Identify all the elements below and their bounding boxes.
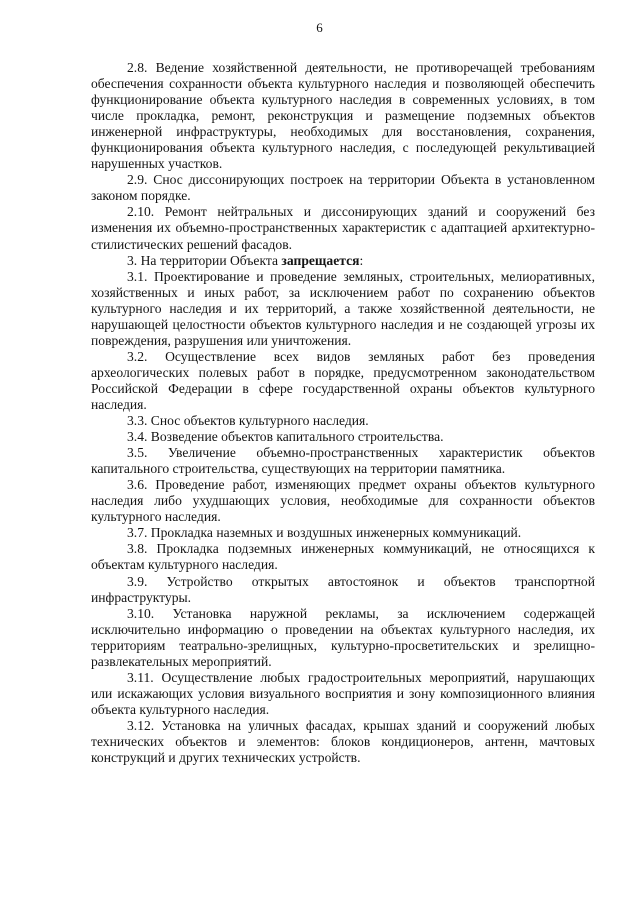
section-3-heading-emphasis: запрещается xyxy=(281,252,360,268)
paragraph-3-4: 3.4. Возведение объектов капитального строительства. xyxy=(127,429,444,445)
paragraph-3-8: 3.8. Прокладка подземных инженерных коммуникаций, не относящихся к объектам культурного наследия. xyxy=(91,541,595,573)
paragraph-3-2: 3.2. Осуществление всех видов земляных работ без проведения археологических полевых работ в порядке, предусмотренном законодательством Российской Федерации в сфере государственной охраны объектов культурного наследия. xyxy=(91,348,595,412)
paragraph-3-12: 3.12. Установка на уличных фасадах, крышах зданий и сооружений любых технических объектов и элементов: блоков кондиционеров, антенн, мачтовых конструкций и других технических устройств. xyxy=(91,717,595,766)
paragraph-3-9: 3.9. Устройство открытых автостоянок и объектов транспортной инфраструктуры. xyxy=(91,573,595,605)
section-3-heading xyxy=(91,253,595,269)
paragraph-2-8: 2.8. Ведение хозяйственной деятельности, не противоречащей требованиям обеспечения сохранности объекта культурного наследия и позволяющей обеспечить функционирование объекта культурного наследия в современных условиях, в том числе прокладка, ремонт, реконструкция и размещение подземных объектов инженерной инфраструктуры, необходимых для восстановления, сохранения, функционирования объекта культурного наследия, с последующей рекультивацией нарушенных участков. xyxy=(91,60,595,172)
page-number: 6 xyxy=(316,20,323,35)
section-3-heading-suffix: : xyxy=(359,252,364,268)
paragraph-3-3: 3.3. Снос объектов культурного наследия. xyxy=(127,413,369,429)
document-body xyxy=(91,60,595,766)
paragraph-3-1: 3.1. Проектирование и проведение земляных, строительных, мелиоративных, хозяйственных и иных работ, за исключением работ по сохранению объектов культурного наследия и их территорий, а также хозяйственной деятельности, не нарушающей целостности объектов культурного наследия и не создающей угрозы их повреждения, разрушения или уничтожения. xyxy=(91,268,595,348)
paragraph-3-10: 3.10. Установка наружной рекламы, за исключением содержащей исключительно информацию о проведении на объектах культурного наследия, их территориям театрально-зрелищных, культурно-просветительских и зрелищно-развлекательных мероприятий. xyxy=(91,605,595,669)
paragraph-3-5: 3.5. Увеличение объемно-пространственных характеристик объектов капитального строительства, существующих на территории памятника. xyxy=(91,445,595,477)
paragraph-3-11: 3.11. Осуществление любых градостроительных мероприятий, нарушающих или искажающих условия визуального восприятия и зону композиционного влияния объекта культурного наследия. xyxy=(91,669,595,717)
paragraph-3-7: 3.7. Прокладка наземных и воздушных инженерных коммуникаций. xyxy=(127,525,522,541)
paragraph-2-9: 2.9. Снос диссонирующих построек на территории Объекта в установленном законом порядке. xyxy=(91,172,595,204)
paragraph-3-6: 3.6. Проведение работ, изменяющих предмет охраны объектов культурного наследия либо ухудшающих условия, необходимые для сохранности объектов культурного наследия. xyxy=(91,477,595,525)
section-3-heading-prefix: 3. На территории Объекта xyxy=(127,252,282,268)
paragraph-2-10: 2.10. Ремонт нейтральных и диссонирующих зданий и сооружений без изменения их объемно-пространственных характеристик с адаптацией архитектурно-стилистических решений фасадов. xyxy=(91,204,595,252)
